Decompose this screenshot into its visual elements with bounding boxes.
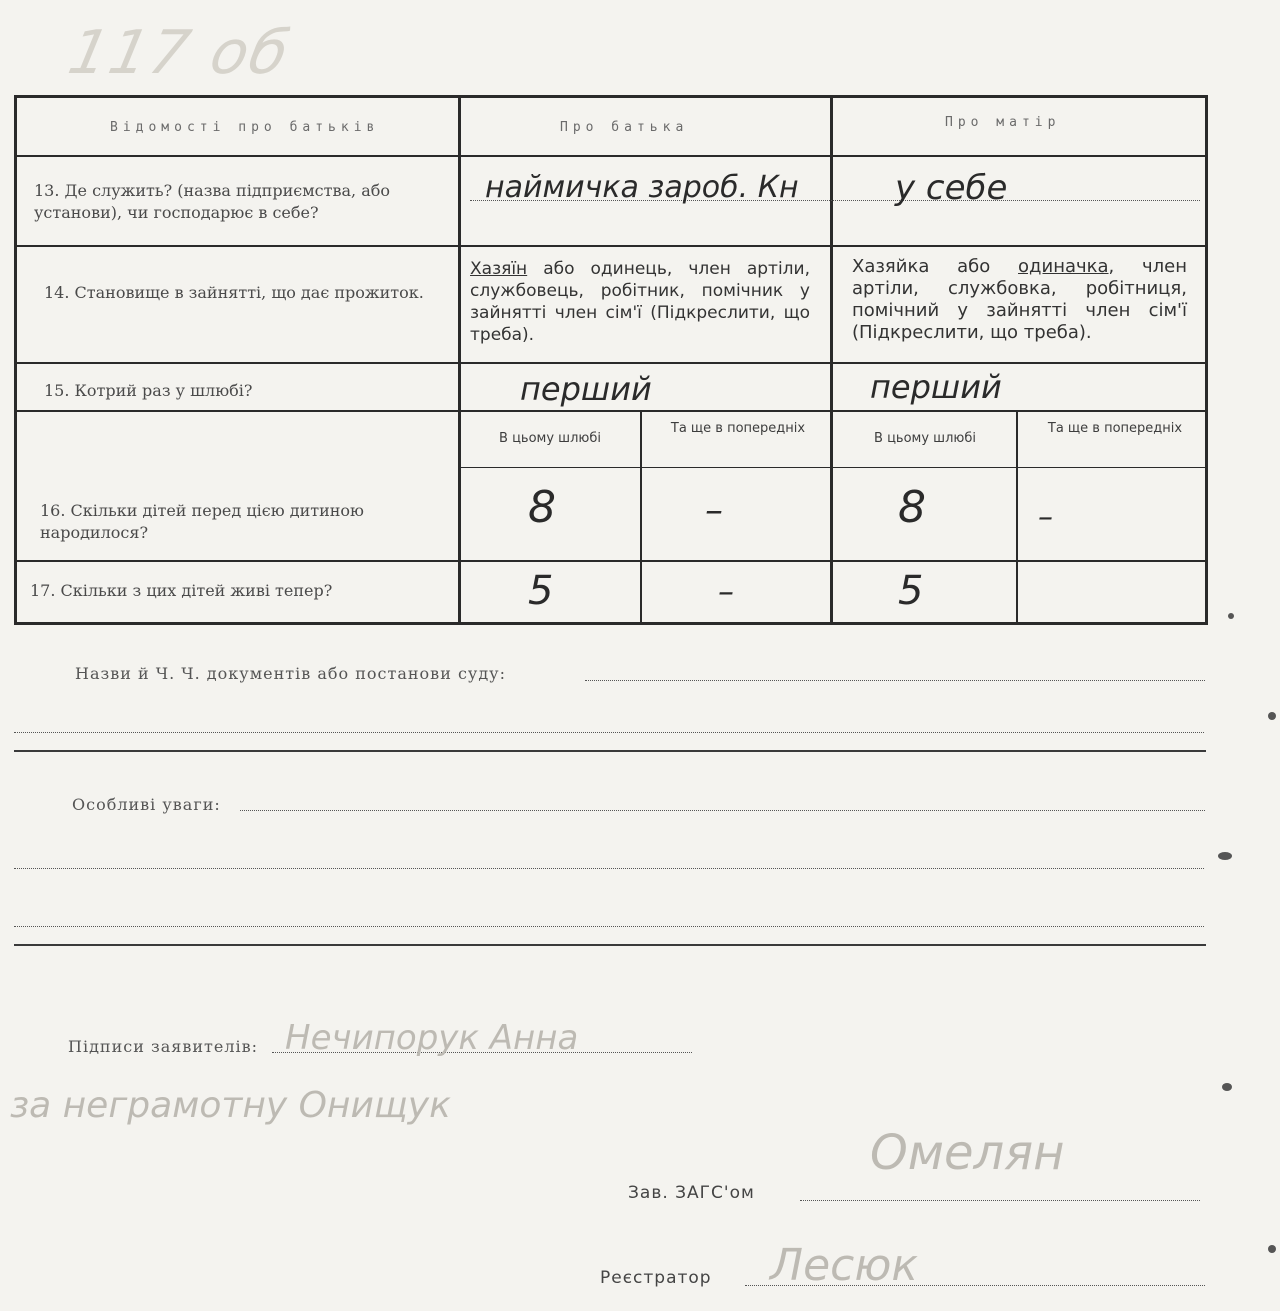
row-line-14	[14, 362, 1208, 364]
question-15: 15. Котрий раз у шлюбі?	[44, 381, 253, 400]
row-line-subheader	[460, 467, 1208, 468]
underlined-option: Хазяїн	[470, 259, 528, 279]
table-top-border	[14, 95, 1208, 98]
archive-folio-mark: 117 об	[62, 18, 297, 88]
answer-13-mother: у себе	[895, 168, 1008, 208]
col-divider-2	[830, 95, 833, 625]
documents-fill-line	[585, 680, 1205, 681]
proxy-signature: за неграмотну Онищук	[10, 1085, 451, 1126]
section-rule-1	[14, 750, 1206, 752]
options-text-pre: Хазяйка або	[852, 256, 1019, 277]
options-text: або одинець, член артіли, службовець, робітник, помічник у зайнятті член сім'ї (Підкреслити, що треба).	[470, 259, 810, 345]
notes-fill-line-2	[14, 868, 1204, 869]
row-line-15	[14, 410, 1208, 412]
answer-17-father-this: 5	[528, 568, 554, 614]
table-left-border	[14, 95, 17, 625]
col-divider-1	[458, 95, 461, 625]
registrar-label: Реєстратор	[600, 1268, 712, 1288]
answer-16-father-prev: –	[705, 490, 723, 531]
question-17: 17. Скільки з цих дітей живі тепер?	[30, 581, 333, 600]
paper-speck	[1228, 613, 1234, 619]
question-14: 14. Становище в зайнятті, що дає прожиток.	[44, 283, 424, 302]
paper-speck	[1268, 712, 1276, 720]
section-rule-2	[14, 944, 1206, 946]
question-16: 16. Скільки дітей перед цією дитиною народилося?	[40, 501, 364, 542]
options-14-mother	[852, 256, 1187, 344]
subheader-mother-prev: Та ще в попередніх	[1047, 421, 1183, 436]
row-line-header	[14, 155, 1208, 157]
subheader-father-this: В цьому шлюбі	[499, 431, 601, 446]
options-text: , член артіли, службовка, робітниця, помічний у зайнятті член сім'ї (Підкреслити, що треба).	[852, 256, 1187, 343]
header-father: Про батька	[560, 120, 689, 135]
options-14-father	[470, 258, 810, 346]
notes-fill-line-3	[14, 926, 1204, 927]
zags-fill-line	[800, 1200, 1200, 1201]
answer-15-father: перший	[520, 370, 652, 408]
subheader-mother-this: В цьому шлюбі	[874, 431, 976, 446]
answer-16-mother-prev: –	[1038, 500, 1053, 535]
row-line-13	[14, 245, 1208, 247]
answer-13-father: наймичка зароб. Кн	[485, 170, 799, 205]
answer-16-father-this: 8	[528, 482, 556, 533]
paper-speck	[1218, 852, 1232, 860]
question-13: 13. Де служить? (назва підприємства, або установи), чи господарює в себе?	[34, 181, 390, 222]
table-bottom-border	[14, 622, 1208, 625]
notes-label: Особливі уваги:	[72, 795, 221, 814]
underlined-option: одиначка	[1018, 256, 1109, 277]
applicants-signature-label: Підписи заявителів:	[68, 1037, 258, 1056]
registrar-signature: Лесюк	[770, 1240, 918, 1291]
answer-17-father-prev: –	[718, 572, 734, 610]
header-parents-info: Відомості про батьків	[110, 120, 380, 135]
documents-fill-line-2	[14, 732, 1204, 733]
documents-label: Назви й Ч. Ч. документів або постанови суду:	[75, 664, 506, 683]
table-right-border	[1205, 95, 1208, 625]
zags-head-label: Зав. ЗАГС'ом	[628, 1183, 755, 1203]
header-mother: Про матір	[945, 115, 1061, 130]
paper-speck	[1222, 1083, 1232, 1091]
answer-17-mother-this: 5	[898, 568, 924, 614]
applicants-signature: Нечипорук Анна	[285, 1018, 579, 1058]
answer-16-mother-this: 8	[898, 482, 926, 533]
answer-15-mother: перший	[870, 368, 1002, 406]
subcol-divider-father	[640, 412, 642, 624]
subcol-divider-mother	[1016, 412, 1018, 624]
notes-fill-line	[240, 810, 1205, 811]
paper-speck	[1268, 1245, 1276, 1253]
zags-head-signature: Омелян	[870, 1125, 1065, 1181]
subheader-father-prev: Та ще в попередніх	[670, 421, 806, 436]
row-line-16	[14, 560, 1208, 562]
